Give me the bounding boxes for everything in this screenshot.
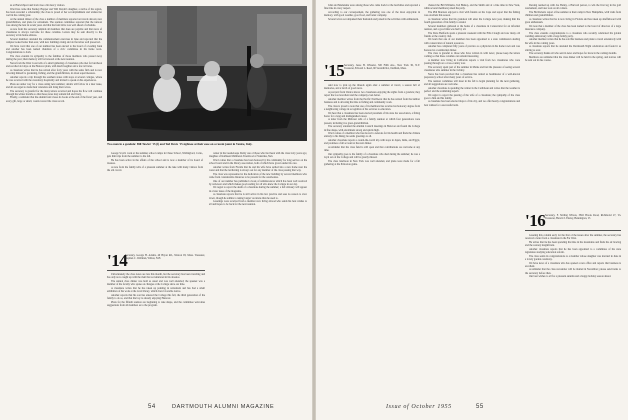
class-14-year: '14 [107, 251, 128, 270]
right-column-1b: And now to pick up the threads again after a summer of travel, a season full of memories, and a batch of good news. A postcard from Venice shows two classmates enjoying the sights from a gondola; they report the food excellent and the company even better. Another member writes from the Pacific Northwest that he has retired from the lumber business and is devoting his time to fishing and community work. The class is proud to note that one of its members has received an honorary degree from a neighboring college in recognition of his services to education. We hear that a classmate has been elected president of his state bar association, a fitting honor for a long and distinguished career. A letter from the Midwest tells of a family reunion at which four generations were present, including two great-grandchildren. The secretary attended the Alumni Council meetings in Hanover and found the College in fine shape, with enrollment strong and spirits high. Word comes of a member who has moved to Arizona for his health and finds the climate entirely to his liking; he sends greetings to all. Another classmate reports a round-the-world trip with stops in Japan, India, and Egypt, and promises a full account at the next dinner. A reminder that the class fund is still open and that contributions are welcome at any time. Our sympathy goes to the family of a classmate who died during the summer; he was a loyal son of the College and will be greatly missed. The class luncheon in New York was well attended, and plans were made for a fall gathering at the Princeton game. [324, 84, 420, 167]
left-column-1: us at Harwichport and from Jose a bit mercy visitors. Word has come that Stanley Hopper and Will Dewitt's daughter, a native of the region, has been awarded a scholarship; the class is proud of her accomplishment and wishes her well in the coming year. At the annual dinner of the class a number of members reported on travels abroad, new grandchildren, and plans for retirement. The reunion committee reported that the turnout was among the best in recent years and that the fund drive was well ahead of schedule. A note from the secretary reminds all members that dues are payable and that news of classmates is always welcome for these columns. Letters may be sent directly to the secretary at his home address. Several members attended the commencement exercises in June and reported that the campus looked better than ever, with new buildings rising and old favorites well preserved. We have word that one of our number has been elected to the board of a leading bank and another has been named chairman of a civic committee in his home town. Congratulations to both. The class extends its sympathy to the families of those members who passed away during the year; their memory will be honored at the next reunion. News from the West Coast tells of a small gathering of classmates who met for luncheon and recalled old days on the Hanover plain, with much laughter and a few tall tales. A classmate writes that he has retired after forty years with the same firm and is now devoting himself to gardening, fishing, and the grandchildren, in about equal measure. Another reports a trip through the southern states with stops at several colleges, where he was received with the customary hospitality and invited to speak on his experiences. Plans are under way for a class outing next summer; details will follow in a later issue, and all are urged to mark their calendars and bring their wives. The secretary is grateful for the many letters received and hopes the flow will continue through the winter months so that these notes may remain full and lively. Finally, a reminder that the alumni fund closes its books at the end of the fiscal year, and every gift, large or small, counts toward the class record. [6, 4, 102, 103]
left-page [0, 0, 312, 420]
photo-caption: Two men in a gondola: Bill Tawler '15 (l) and Ted Davis '15 sightsee at their ease on a recent jaunt in Venice, Italy. [107, 142, 253, 146]
class-15-year: '15 [324, 61, 345, 80]
left-column-2: George Scott's work at the summer school camps in Chase School, Wallingford, Conn., gets him trips from the summer to the fall. He has been active in the affairs of the school and is now a member of its board of trustees. A note from the family tells of a pleasant summer at the lake with many visitors from the old crowd. [107, 152, 203, 173]
class-16-rule [525, 230, 621, 231]
right-column-3: Dewing teamed up with Joe Bailey, a Harvard person, to win the first leg in the golf tournament, and later took on all comers. The Hal Roberts report a fine summer at their camp in New Hampshire, with visits from children and grandchildren. A classmate writes that he is now living in Florida and has taken up shuffleboard with great enthusiasm. We note that a member of the class has been named to the board of directors of a large insurance company. The class extends congratulations to a classmate who recently celebrated his golden wedding anniversary with a large family party. Another member writes that he has sold his business and plans to travel extensively with his wife in the coming years. A classmate reports that he attended the Dartmouth Night celebration and found it as stirring as ever. The secretary thanks all who sent in news and hopes for more in the coming months. Members are reminded that the class dinner will be held in the spring, and notices will be sent out in due course. [525, 4, 621, 63]
left-column-4: Unfortunately the class notes are late this month, but the secretary has been traveling and has only now caught up with the mail that accumulated in his absence. The annual class dinner was held as usual and was well attended; the speaker was a member of the faculty who spoke on changes at the College since our time. A classmate writes that he has taken up painting in retirement and has had a small exhibition of his work at the local library, which drew favorable notice. Another reports that his son has entered the College this fall, the third generation of the family to do so, and that the boy is already enjoying Hanover. Plans for the fiftieth reunion are beginning to take shape, and the committee welcomes suggestions from all members as to the program. [107, 273, 205, 307]
class-15-rule [324, 80, 420, 81]
class-14-rule [107, 270, 205, 271]
right-page-issue: Issue of October 1955 [386, 404, 452, 410]
class-16-year: '16 [525, 211, 546, 230]
left-column-3: center in the Guadeloupe Derby one of those who had been with the class forty years ago; daughter of Kathleen Middleton Trueblood of Valentine, Neb. Word comes that a classmate has been honored by his community for long service on the school board and in the library association, both of which have grown under his care. Another writes from Florida that he and his wife have settled into a new home near the water and that the latchstring is always out for any member of the class passing that way. The class was represented at the dedication of the new building by several members who came from considerable distances to be present for the ceremonies. One of our number has published a book of reminiscences which has been well received by reviewers and which makes good reading for all who knew the College in our day. We regret to report the death of a classmate during the summer; a full obituary will appear in a later issue of the magazine. A classmate reports that he is still active in his law practice and sees no reason to slow down, though he admits to taking longer vacations than he used to. Greetings were received from a member now living abroad who sends his best wishes to all and hopes to be back for the next reunion. [209, 152, 307, 207]
right-page-number: 55 [476, 404, 484, 410]
class-16-officers: Secretary, F. Stirling Wilson, 3816 Brook Road, Richmond 27, Va. Treasurer, Harold J. Ensley, Bennington, Vt. [545, 214, 621, 221]
right-column-2: chaired the Bill Williams, Ted Bishop, and the Smith and of a fine time in New York, while several members joined the party. The Phil Marsters enjoyed a visit with friends on the Cape and report that the fishing was excellent this season. A classmate writes that his grandson will enter the College next year, making him the fourth generation of his family to attend. Several members gathered at the home of a classmate in Connecticut for an informal reunion, and a good time was had by all. The Dave Bedfords spent a pleasant weekend with the Ellis Clough and saw many old friends at the country club. We learn that one of our members has been appointed to a state commission dealing with conservation of natural resources. Another has completed fifty years of practice as a physician in his home town and was honored at a testimonial dinner. The class is grateful to those who have written in with news; please keep the letters coming so that these columns can remain interesting. A member now living in California reports a visit from two classmates who were passing through on a cross-country tour. The secretary spent part of the summer in Maine and had the pleasure of seeing several classmates who summer in the vicinity. News has been received that a classmate has retired as headmaster of a well-known preparatory school after many years of service. The reunion committee will meet in the fall to begin planning for the next gathering, and all suggestions are welcome. Another classmate is spending the winter in the Caribbean and writes that the weather is perfect and the swimming superb. We regret to report the passing of the wife of a classmate; the sympathy of the class goes to him and his family. A classmate has been elected mayor of his city, and we offer hearty congratulations and best wishes for a successful term. [424, 4, 520, 107]
left-page-number: 54 [148, 404, 156, 410]
right-page [316, 0, 628, 420]
right-column-1: John and Madeleine were among those who came back for the festivities and reported a fine time in every respect. According to our correspondent, the gathering was one of the most enjoyable in memory, with good weather, good food, and better company. Several wives accompanied their husbands and joined in the activities with enthusiasm. [324, 4, 420, 21]
left-page-running-title: DARTMOUTH ALUMNI MAGAZINE [172, 404, 275, 410]
class-15-officers: Secretary, Jesse H. Wheeler, 500 Fifth Ave., New York 36, N.Y. Treasurer, Edward L. Reed, 60 Seventh Rd., Dedham, Mass. [344, 64, 420, 71]
class-14-officers: Secretary, George H. Adams, 40 Bryon Rd., Weston 93, Mass. Treasurer, Stephen C. Wellman, Wilton, N.H. [125, 254, 205, 261]
gondola-photo [107, 6, 307, 141]
gondola-photo-image [107, 6, 307, 141]
right-column-3b: Greeting this column early for the first of the issues after the summer, the secretary has received a letter from a classmate in the Far West. He writes that he has been spending his time in the mountains and finds the air bracing and the scenery magnificent. Another classmate reports that he has been appointed to a committee of the state legislature studying education reform. The class sends its congratulations to a member whose daughter was married in June in a lovely garden ceremony. We have news of a classmate who has opened a new office and reports that business is excellent. A reminder that the class newsletter will be mailed in November; please send items to the secretary before then. Our best wishes to all for a pleasant autumn and a happy holiday season ahead. [525, 234, 621, 279]
